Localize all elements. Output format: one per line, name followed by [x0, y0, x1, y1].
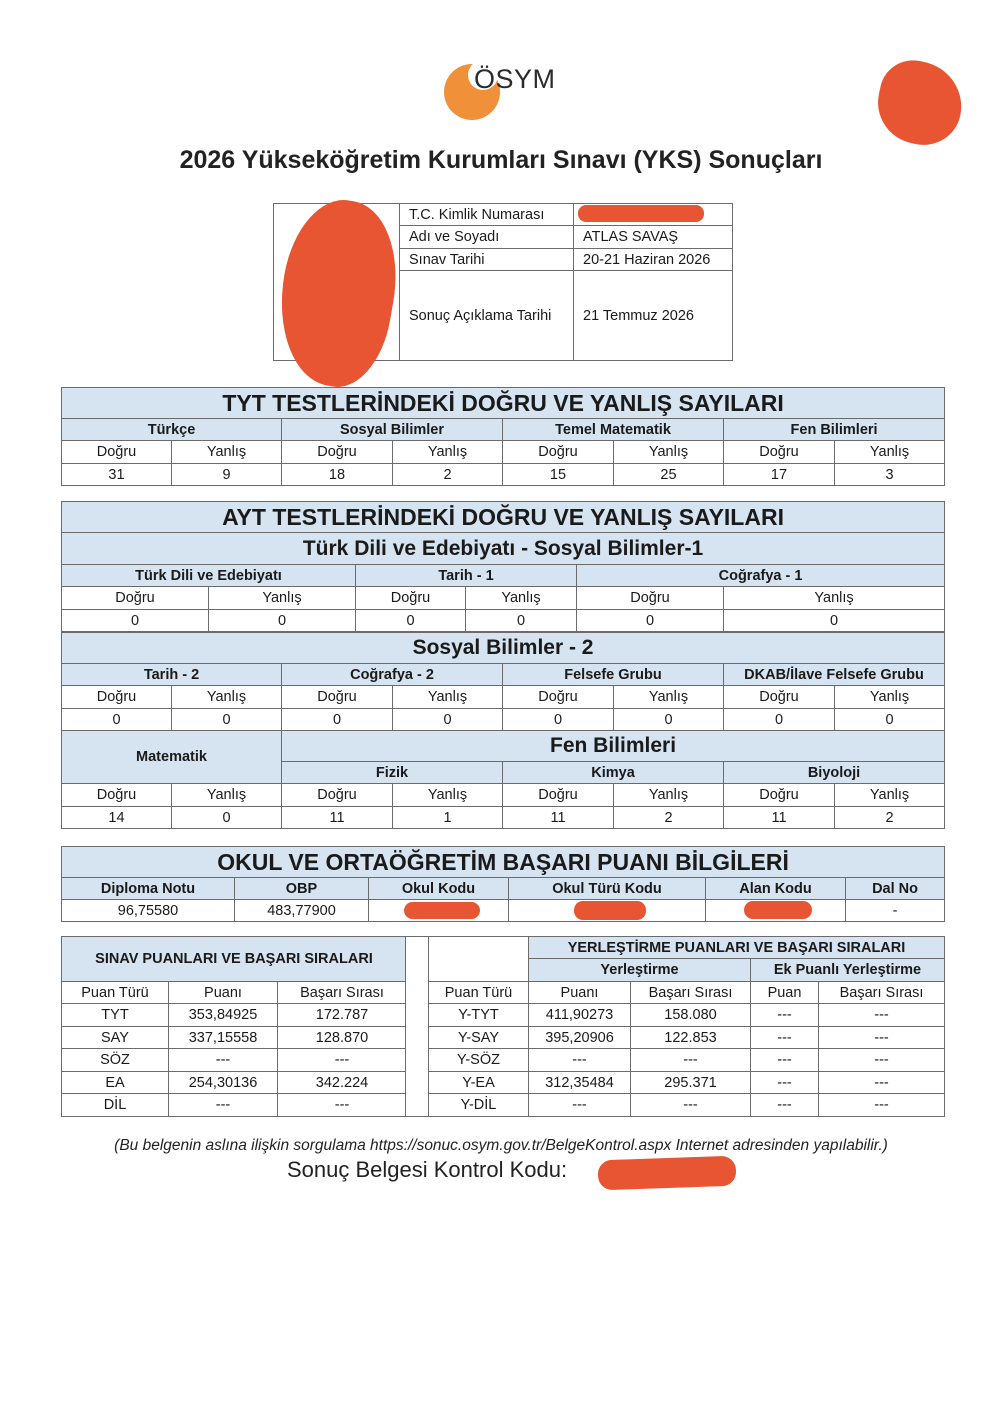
count-cell: 11: [282, 807, 393, 829]
col-header: Yanlış: [393, 441, 503, 464]
subject-name: Temel Matematik: [503, 419, 724, 441]
count-cell: 17: [724, 464, 835, 486]
ek-rank-value: ---: [819, 1049, 945, 1072]
rank-value: 172.787: [278, 1004, 407, 1027]
table-separator: [405, 936, 429, 1117]
count-cell: 11: [503, 807, 614, 829]
col-header: Puanı: [169, 982, 278, 1004]
col-header: Doğru: [503, 686, 614, 709]
subject-name: Felsefe Grubu: [503, 664, 724, 686]
col-header: Yanlış: [614, 441, 724, 464]
rank-value: ---: [278, 1049, 407, 1072]
count-cell: 0: [172, 709, 282, 731]
rank-value: 342.224: [278, 1072, 407, 1094]
ayt-table-section2: [61, 632, 945, 829]
subject-name: Sosyal Bilimler: [282, 419, 503, 441]
col-header: Yanlış: [835, 784, 945, 807]
count-cell: 0: [724, 709, 835, 731]
ek-score-value: ---: [751, 1027, 819, 1049]
col-header: Puan Türü: [429, 982, 529, 1004]
count-cell: 18: [282, 464, 393, 486]
col-header: Doğru: [62, 441, 172, 464]
count-cell: 31: [62, 464, 172, 486]
col-header: Yanlış: [172, 441, 282, 464]
col-header: Puan Türü: [62, 982, 169, 1004]
count-cell: 9: [172, 464, 282, 486]
rank-value: ---: [631, 1049, 751, 1072]
redaction-mark: [870, 54, 969, 152]
ayt-title: AYT TESTLERİNDEKİ DOĞRU VE YANLIŞ SAYILARI: [62, 502, 945, 533]
subject-name: Fen Bilimleri: [724, 419, 945, 441]
score-type: Y-TYT: [429, 1004, 529, 1027]
count-cell: 0: [724, 610, 945, 632]
rank-value: 295.371: [631, 1072, 751, 1094]
col-header: Doğru: [724, 784, 835, 807]
col-header: Yanlış: [724, 587, 945, 610]
rank-value: 158.080: [631, 1004, 751, 1027]
redaction-mark: [598, 1156, 737, 1191]
count-cell: 15: [503, 464, 614, 486]
count-cell: 1: [393, 807, 503, 829]
school-value: 96,75580: [62, 900, 235, 922]
col-header: Doğru: [62, 587, 209, 610]
rank-value: ---: [278, 1094, 407, 1117]
score-type: Y-SÖZ: [429, 1049, 529, 1072]
col-header: Yanlış: [172, 686, 282, 709]
logo-text: ÖSYM: [474, 64, 556, 94]
exam-scores-title: SINAV PUANLARI VE BAŞARI SIRALARI: [62, 937, 407, 982]
col-header: Başarı Sırası: [278, 982, 407, 1004]
ek-rank-value: ---: [819, 1094, 945, 1117]
redaction-mark: [578, 205, 704, 222]
school-col-header: Dal No: [846, 878, 945, 900]
info-label: T.C. Kimlik Numarası: [400, 204, 574, 226]
ek-score-value: ---: [751, 1049, 819, 1072]
subject-name: DKAB/İlave Felsefe Grubu: [724, 664, 945, 686]
count-cell: 2: [614, 807, 724, 829]
score-value: 395,20906: [529, 1027, 631, 1049]
subject-name: Coğrafya - 1: [577, 565, 945, 587]
col-header: Yanlış: [393, 784, 503, 807]
ayt-table: [61, 501, 945, 632]
school-value: 483,77900: [235, 900, 369, 922]
count-cell: 14: [62, 807, 172, 829]
score-type: SAY: [62, 1027, 169, 1049]
col-header: Puan: [751, 982, 819, 1004]
subject-name: Türk Dili ve Edebiyatı: [62, 565, 356, 587]
ek-score-value: ---: [751, 1004, 819, 1027]
redaction-mark: [744, 901, 812, 919]
verification-note: (Bu belgenin aslına ilişkin sorgulama https://sonuc.osym.gov.tr/BelgeKontrol.aspx Internet adresinden yapılabilir.): [114, 1137, 888, 1154]
school-col-header: Okul Kodu: [369, 878, 509, 900]
count-cell: 0: [393, 709, 503, 731]
ek-rank-value: ---: [819, 1072, 945, 1094]
subject-name: Türkçe: [62, 419, 282, 441]
score-value: ---: [529, 1094, 631, 1117]
redaction-mark: [404, 902, 480, 919]
info-value: ATLAS SAVAŞ: [574, 226, 733, 248]
col-header: Yanlış: [614, 686, 724, 709]
col-header: Başarı Sırası: [819, 982, 945, 1004]
count-cell: 0: [835, 709, 945, 731]
col-header: Başarı Sırası: [631, 982, 751, 1004]
count-cell: 11: [724, 807, 835, 829]
osym-logo: [444, 62, 574, 122]
score-value: 337,15558: [169, 1027, 278, 1049]
rank-value: 122.853: [631, 1027, 751, 1049]
control-code-label: Sonuç Belgesi Kontrol Kodu:: [287, 1157, 568, 1182]
col-header: Doğru: [62, 686, 172, 709]
subject-name: Biyoloji: [724, 762, 945, 784]
count-cell: 0: [466, 610, 577, 632]
score-value: 411,90273: [529, 1004, 631, 1027]
yerlestirme-header: Yerleştirme: [529, 959, 751, 982]
count-cell: 0: [282, 709, 393, 731]
col-header: Yanlış: [393, 686, 503, 709]
score-type: Y-EA: [429, 1072, 529, 1094]
blank-cell: [429, 937, 529, 982]
tyt-table: [61, 387, 945, 486]
count-cell: 0: [503, 709, 614, 731]
info-value: 20-21 Haziran 2026: [574, 248, 733, 270]
count-cell: 3: [835, 464, 945, 486]
exam-scores-table: [61, 936, 407, 1117]
score-type: EA: [62, 1072, 169, 1094]
col-header: Yanlış: [835, 686, 945, 709]
score-value: ---: [529, 1049, 631, 1072]
score-type: TYT: [62, 1004, 169, 1027]
count-cell: 0: [577, 610, 724, 632]
school-table: [61, 846, 945, 922]
col-header: Doğru: [282, 686, 393, 709]
info-value: 21 Temmuz 2026: [574, 271, 733, 361]
document-title: 2026 Yükseköğretim Kurumları Sınavı (YKS) Sonuçları: [179, 146, 823, 174]
subject-name: Coğrafya - 2: [282, 664, 503, 686]
ayt-section1-title: Türk Dili ve Edebiyatı - Sosyal Bilimler-1: [62, 533, 945, 565]
score-value: ---: [169, 1049, 278, 1072]
subject-name: Tarih - 2: [62, 664, 282, 686]
subject-name: Matematik: [62, 731, 282, 784]
score-value: 312,35484: [529, 1072, 631, 1094]
score-value: 254,30136: [169, 1072, 278, 1094]
info-label: Adı ve Soyadı: [400, 226, 574, 248]
school-value: -: [846, 900, 945, 922]
school-title: OKUL VE ORTAÖĞRETİM BAŞARI PUANI BİLGİLERİ: [62, 847, 945, 878]
redaction-mark: [574, 901, 646, 920]
count-cell: 0: [62, 610, 209, 632]
count-cell: 0: [356, 610, 466, 632]
rank-value: 128.870: [278, 1027, 407, 1049]
placement-scores-table: [428, 936, 945, 1117]
count-cell: 0: [172, 807, 282, 829]
col-header: Puanı: [529, 982, 631, 1004]
tyt-title: TYT TESTLERİNDEKİ DOĞRU VE YANLIŞ SAYILARI: [62, 388, 945, 419]
fen-title: Fen Bilimleri: [282, 731, 945, 762]
count-cell: 0: [62, 709, 172, 731]
subject-name: Kimya: [503, 762, 724, 784]
ayt-section2-title: Sosyal Bilimler - 2: [62, 633, 945, 664]
col-header: Doğru: [724, 441, 835, 464]
subject-name: Fizik: [282, 762, 503, 784]
subject-name: Tarih - 1: [356, 565, 577, 587]
ek-rank-value: ---: [819, 1027, 945, 1049]
score-value: ---: [169, 1094, 278, 1117]
score-value: 353,84925: [169, 1004, 278, 1027]
count-cell: 2: [393, 464, 503, 486]
school-col-header: Diploma Notu: [62, 878, 235, 900]
score-type: SÖZ: [62, 1049, 169, 1072]
col-header: Yanlış: [466, 587, 577, 610]
ek-score-value: ---: [751, 1094, 819, 1117]
rank-value: ---: [631, 1094, 751, 1117]
ek-score-value: ---: [751, 1072, 819, 1094]
info-label: Sınav Tarihi: [400, 248, 574, 270]
col-header: Doğru: [577, 587, 724, 610]
col-header: Yanlış: [209, 587, 356, 610]
col-header: Doğru: [282, 784, 393, 807]
count-cell: 0: [614, 709, 724, 731]
school-col-header: Alan Kodu: [706, 878, 846, 900]
info-label: Sonuç Açıklama Tarihi: [400, 271, 574, 361]
col-header: Yanlış: [614, 784, 724, 807]
score-type: Y-DİL: [429, 1094, 529, 1117]
col-header: Doğru: [282, 441, 393, 464]
score-type: Y-SAY: [429, 1027, 529, 1049]
ek-rank-value: ---: [819, 1004, 945, 1027]
ek-puanli-header: Ek Puanlı Yerleştirme: [751, 959, 945, 982]
school-col-header: Okul Türü Kodu: [509, 878, 706, 900]
placement-scores-title: YERLEŞTİRME PUANLARI VE BAŞARI SIRALARI: [529, 937, 945, 959]
count-cell: 25: [614, 464, 724, 486]
col-header: Doğru: [356, 587, 466, 610]
col-header: Yanlış: [835, 441, 945, 464]
count-cell: 2: [835, 807, 945, 829]
school-col-header: OBP: [235, 878, 369, 900]
col-header: Doğru: [503, 441, 614, 464]
col-header: Yanlış: [172, 784, 282, 807]
col-header: Doğru: [724, 686, 835, 709]
col-header: Doğru: [503, 784, 614, 807]
col-header: Doğru: [62, 784, 172, 807]
count-cell: 0: [209, 610, 356, 632]
score-type: DİL: [62, 1094, 169, 1117]
